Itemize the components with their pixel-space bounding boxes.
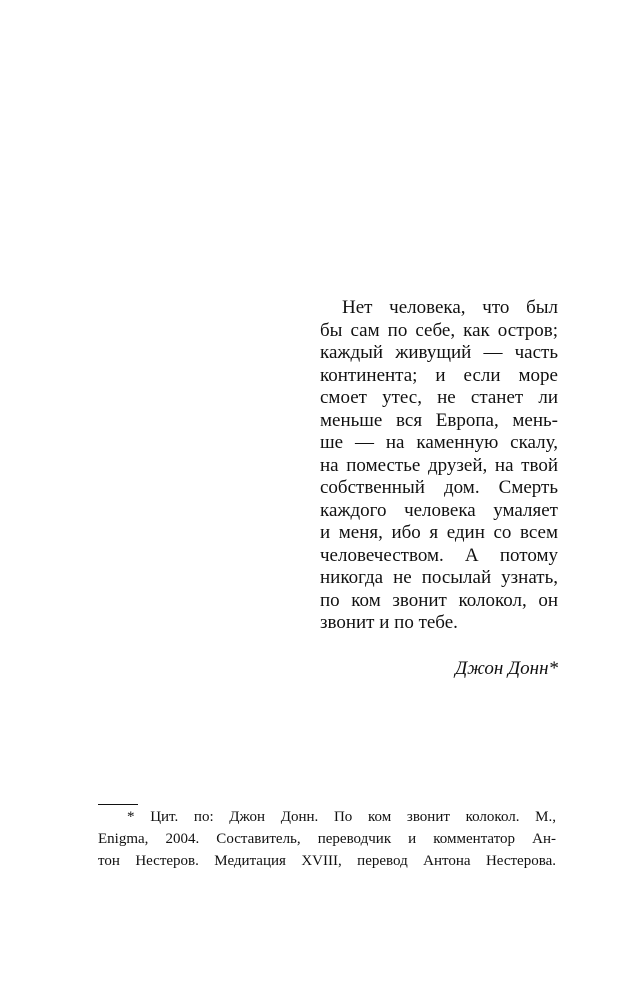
epigraph-quote xyxy=(320,297,558,635)
epigraph-line: смоет утес, не станет ли xyxy=(320,387,558,408)
footnote-divider xyxy=(98,804,138,805)
footnote xyxy=(98,806,556,872)
footnote-line: тон Нестеров. Медитация XVIII, перевод Антона Нестерова. xyxy=(98,853,556,869)
epigraph-line: по ком звонит колокол, он xyxy=(320,589,558,611)
epigraph-line: собственный дом. Смерть xyxy=(320,477,558,498)
epigraph-line: на поместье друзей, на твой xyxy=(320,454,558,476)
epigraph-line: ше — на каменную скалу, xyxy=(320,432,558,453)
epigraph-line: Нет человека, что был xyxy=(342,297,558,318)
epigraph-line: меньше вся Европа, мень- xyxy=(320,409,558,431)
epigraph-line: никогда не посылай узнать, xyxy=(320,567,558,588)
epigraph-line: человечеством. А потому xyxy=(320,544,558,566)
epigraph-line: континента; и если море xyxy=(320,364,558,386)
footnote-line: Enigma, 2004. Составитель, переводчик и комментатор Ан- xyxy=(98,831,556,847)
epigraph-line: каждый живущий — часть xyxy=(320,342,558,363)
epigraph-line: бы сам по себе, как остров; xyxy=(320,319,558,341)
epigraph-attribution: Джон Донн* xyxy=(455,658,558,679)
epigraph-line: каждого человека умаляет xyxy=(320,499,558,521)
footnote-line: * Цит. по: Джон Донн. По ком звонит колокол. М., xyxy=(127,809,556,825)
epigraph-line: звонит и по тебе. xyxy=(320,612,458,633)
epigraph-line: и меня, ибо я един со всем xyxy=(320,522,558,543)
